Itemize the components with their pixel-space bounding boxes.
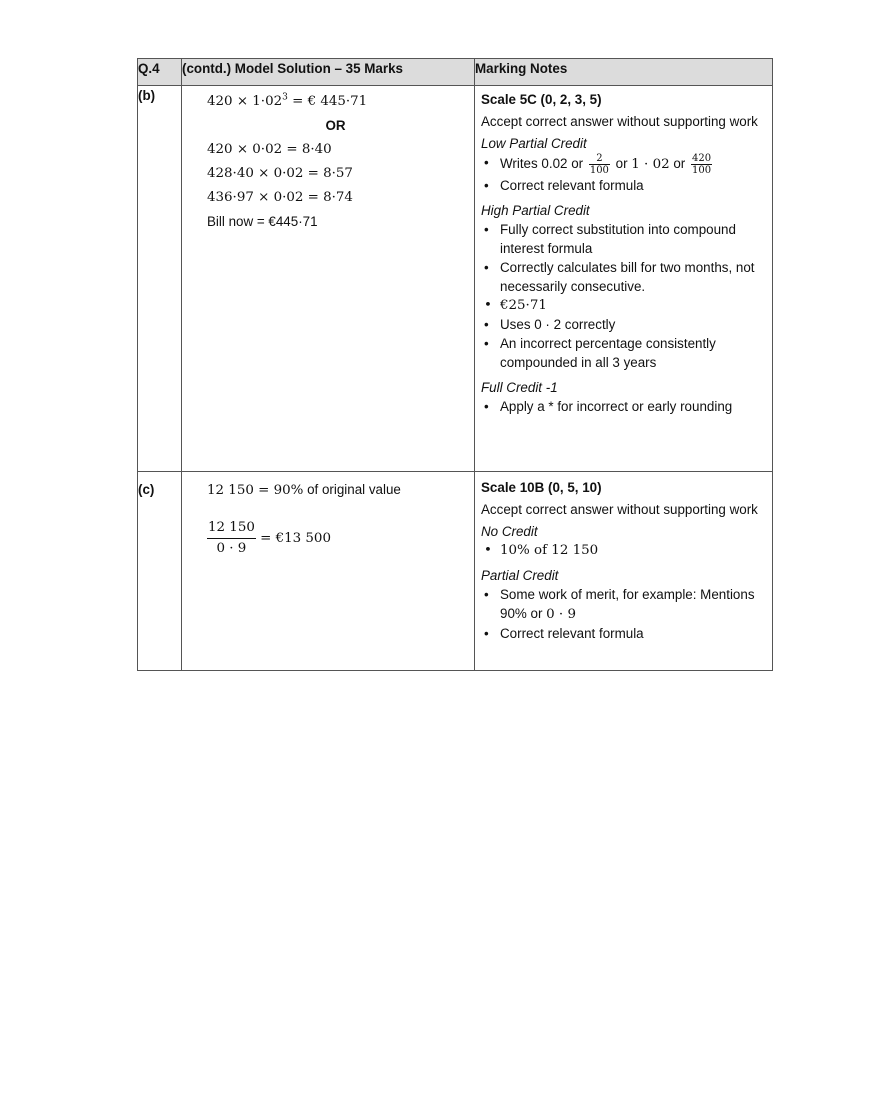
header-model-solution: (contd.) Model Solution – 35 Marks	[182, 59, 475, 86]
solution-b	[182, 86, 475, 472]
accept-c: Accept correct answer without supporting work	[481, 502, 758, 517]
high-partial-item: • Uses 0 · 2 correctly	[481, 315, 766, 334]
high-partial-item: • An incorrect percentage consistently compounded in all 3 years	[481, 334, 766, 372]
partial-credit-title: Partial Credit	[481, 568, 559, 583]
high-partial-item: • €25·71	[481, 296, 766, 315]
solution-b-line4: 436·97 × 0·02 = 8·74	[207, 190, 353, 205]
high-partial-item: • Correctly calculates bill for two months, not necessarily consecutive.	[481, 258, 766, 296]
header-row	[138, 59, 773, 86]
header-marking-notes: Marking Notes	[475, 59, 773, 86]
solution-b-or: OR	[325, 118, 346, 133]
notes-c	[475, 472, 773, 671]
part-label-b: (b)	[138, 86, 182, 472]
low-partial-item: • Correct relevant formula	[481, 176, 766, 195]
header-question: Q.4	[138, 59, 182, 86]
marking-scheme-table	[137, 58, 773, 671]
row-part-c	[138, 472, 773, 671]
partial-credit-item: • Some work of merit, for example: Mentions 90% or 0 · 9	[481, 585, 766, 624]
notes-b	[475, 86, 773, 472]
full-credit-list	[481, 397, 766, 416]
low-partial-title: Low Partial Credit	[481, 136, 587, 151]
full-credit-title: Full Credit -1	[481, 380, 558, 395]
solution-b-line1: $420 \times 1\cdot 02^3$ = € 445·71	[207, 92, 368, 109]
solution-b-line2: 420 × 0·02 = 8·40	[207, 142, 332, 157]
high-partial-list	[481, 220, 766, 372]
no-credit-item: • 10% of 12 150	[481, 541, 766, 560]
partial-credit-list	[481, 585, 766, 643]
solution-c-line1: 12 150 = 90% of original value	[207, 482, 401, 498]
no-credit-list	[481, 541, 766, 560]
solution-c	[182, 472, 475, 671]
low-partial-item: • Writes 0.02 or $\frac{2}{100}$ or 1 · 02 or $\frac{420}{100}$	[481, 153, 766, 176]
no-credit-title: No Credit	[481, 524, 538, 539]
part-label-c: (c)	[138, 472, 182, 671]
scale-b: Scale 5C (0, 2, 3, 5)	[481, 92, 602, 107]
high-partial-title: High Partial Credit	[481, 203, 590, 218]
scale-c: Scale 10B (0, 5, 10)	[481, 480, 602, 495]
solution-c-fraction: $\frac{12 150}{0 \cdot 9}$ = €13 500	[208, 520, 331, 556]
low-partial-list	[481, 153, 766, 195]
partial-credit-item: • Correct relevant formula	[481, 624, 766, 643]
high-partial-item: • Fully correct substitution into compound interest formula	[481, 220, 766, 258]
solution-b-line3: 428·40 × 0·02 = 8·57	[207, 166, 353, 181]
accept-b: Accept correct answer without supporting work	[481, 114, 758, 129]
full-credit-item: • Apply a * for incorrect or early rounding	[481, 397, 766, 416]
solution-b-line5: Bill now = €445·71	[207, 214, 318, 229]
row-part-b	[138, 86, 773, 472]
